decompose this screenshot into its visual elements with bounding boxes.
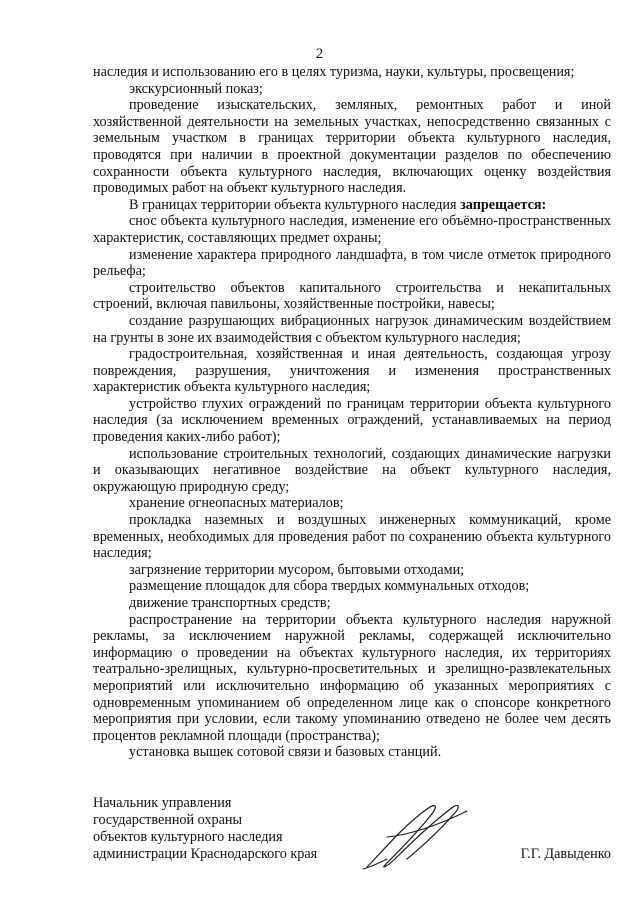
paragraph-text: проведение изыскательских, земляных, ремонтных работ и иной хозяйственной деятельности на земельных участках, непосредственно связанных с земельным участком в границах территории объекта культурного наследия, проводятся при наличии в проектной документации разделов по обеспечению сохранности объекта культурного наследия, включающих оценку воздействия проводимых работ на объект культурного наследия. (93, 97, 611, 197)
paragraph-text: строительство объектов капитального строительства и некапитальных строений, включая павильоны, хозяйственные постройки, навесы; (93, 279, 611, 313)
paragraph (93, 562, 611, 579)
signer-title-line: объектов культурного наследия (93, 829, 283, 845)
paragraph-text: хранение огнеопасных материалов; (129, 495, 344, 512)
paragraph (93, 744, 611, 761)
paragraph-text: В границах территории объекта культурного наследия (129, 196, 461, 213)
paragraph (93, 213, 611, 246)
paragraph-text: устройство глухих ограждений по границам территории объекта культурного наследия (за исключением временных ограждений, устанавливаемых на период проведения каких-либо работ); (93, 395, 611, 446)
signer-title (93, 795, 317, 863)
paragraph-text: распространение на территории объекта культурного наследия наружной рекламы, за исключением наружной рекламы, содержащей исключительно информацию о проведении на объектах культурного наследия, их территориях театрально-зрелищных, культурно-просветительных и зрелищно-развлекательных мероприятий или исключительно информацию об указанных мероприятиях с одновременным упоминанием об определенном лице как о спонсоре конкретного мероприятия при условии, если такому упоминанию отведено не более чем десять процентов рекламной площади (пространства); (93, 611, 611, 744)
paragraph-text: экскурсионный показ; (129, 80, 263, 97)
paragraph-text: установка вышек сотовой связи и базовых станций. (129, 744, 442, 761)
signer-title-line: Начальник управления (93, 795, 232, 811)
paragraph (93, 97, 611, 197)
paragraph (93, 64, 611, 81)
paragraph-text: изменение характера природного ландшафта, в том числе отметок природного рельефа; (93, 246, 611, 280)
paragraph-text: снос объекта культурного наследия, изменение его объёмно-пространственных характеристик, составляющих предмет охраны; (93, 213, 611, 246)
paragraph (93, 595, 611, 612)
paragraph-text: движение транспортных средств; (129, 595, 331, 611)
document-body (93, 64, 611, 761)
handwritten-signature (357, 797, 477, 877)
signer-name: Г.Г. Давыденко (520, 846, 611, 862)
paragraph (93, 396, 611, 446)
signature-block (93, 795, 611, 875)
paragraph-text: использование строительных технологий, создающих динамические нагрузки и оказывающих негативное воздействие на объект культурного наследия, окружающую природную среду; (93, 445, 611, 495)
paragraph-text: размещение площадок для сбора твердых коммунальных отходов; (129, 578, 530, 595)
paragraph-text: наследия и использованию его в целях туризма, науки, культуры, просвещения; (93, 64, 575, 80)
signer-title-line: администрации Краснодарского края (93, 846, 318, 862)
paragraph-emphasis: запрещается: (460, 196, 547, 213)
paragraph-text: прокладка наземных и воздушных инженерных коммуникаций, кроме временных, необходимых для проведения работ по сохранению объекта культурного наследия; (93, 512, 611, 562)
paragraph (93, 247, 611, 280)
paragraph (93, 512, 611, 562)
paragraph (93, 578, 611, 595)
paragraph-text: градостроительная, хозяйственная и иная деятельность, создающая угрозу повреждения, разрушения, уничтожения и изменения пространственных характеристик объекта культурного наследия; (93, 346, 611, 396)
paragraph (93, 81, 611, 98)
paragraph (93, 313, 611, 346)
paragraph (93, 197, 611, 214)
paragraph-text: загрязнение территории мусором, бытовыми отходами; (129, 561, 465, 578)
paragraph (93, 495, 611, 512)
page-number: 2 (315, 46, 324, 62)
paragraph (93, 446, 611, 496)
paragraph (93, 612, 611, 745)
paragraph-text: создание разрушающих вибрационных нагрузок динамическим воздействием на грунты в зоне их взаимодействия с объектом культурного наследия; (93, 312, 611, 346)
paragraph (93, 346, 611, 396)
paragraph (93, 280, 611, 313)
signer-title-line: государственной охраны (93, 812, 243, 828)
